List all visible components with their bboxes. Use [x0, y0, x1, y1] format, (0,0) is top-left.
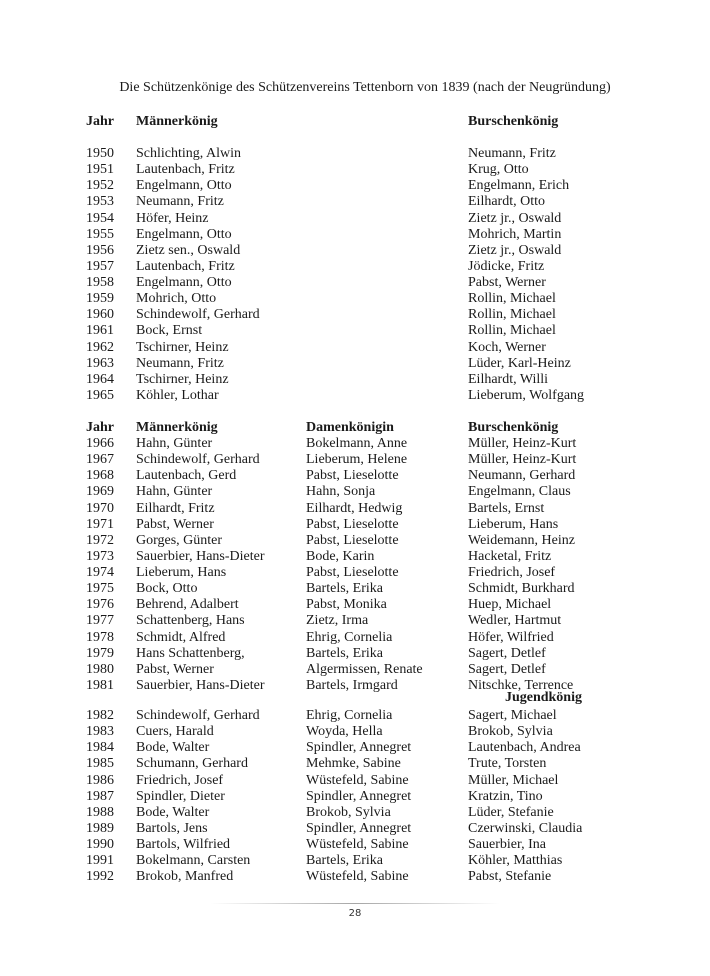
women-queen-cell: Pabst, Lieselotte — [306, 565, 399, 581]
men-king-cell: Lautenbach, Gerd — [136, 468, 237, 484]
year-cell: 1952 — [86, 178, 114, 194]
men-king-cell: Tschirner, Heinz — [136, 371, 229, 387]
men-king-cell: Lautenbach, Fritz — [136, 162, 235, 178]
table-row — [0, 533, 710, 549]
table-row — [0, 275, 710, 291]
boys-king-cell: Rollin, Michael — [468, 291, 556, 307]
women-queen-cell: Zietz, Irma — [306, 613, 369, 629]
men-king-cell: Bode, Walter — [136, 740, 210, 756]
year-cell: 1963 — [86, 355, 114, 371]
year-cell: 1986 — [86, 772, 114, 788]
year-cell: 1955 — [86, 226, 114, 242]
women-queen-cell: Lieberum, Helene — [306, 452, 408, 468]
boys-king-cell: Weidemann, Heinz — [468, 532, 575, 548]
year-cell: 1958 — [86, 275, 114, 291]
table-row — [0, 468, 710, 484]
men-king-cell: Bock, Ernst — [136, 323, 203, 339]
year-cell: 1971 — [86, 516, 114, 532]
year-cell: 1950 — [86, 146, 114, 161]
women-queen-cell: Bartels, Irmgard — [306, 677, 398, 693]
women-queen-cell: Spindler, Annegret — [306, 788, 412, 804]
boys-king-cell: Rollin, Michael — [468, 307, 556, 323]
table-row — [0, 388, 710, 404]
men-king-cell: Hahn, Günter — [136, 436, 213, 451]
men-king-cell: Bartols, Jens — [136, 820, 208, 836]
men-king-cell: Schumann, Gerhard — [136, 756, 248, 772]
year-cell: 1954 — [86, 210, 114, 226]
women-queen-cell: Eilhardt, Hedwig — [306, 500, 403, 516]
year-cell: 1970 — [86, 500, 114, 516]
table-row — [0, 227, 710, 243]
boys-king-cell: Zietz jr., Oswald — [468, 242, 562, 258]
women-queen-cell: Algermissen, Renate — [306, 661, 423, 677]
boys-king-cell: Pabst, Werner — [468, 275, 546, 291]
page-title: Die Schützenkönige des Schützenvereins Tettenborn von 1839 (nach der Neugründung) — [119, 80, 611, 95]
header-boys-king: Burschenkönig — [468, 114, 559, 129]
table-row — [0, 678, 710, 694]
table-row — [0, 805, 710, 821]
boys-king-cell: Müller, Heinz-Kurt — [468, 436, 577, 451]
year-cell: 1962 — [86, 339, 114, 355]
men-king-cell: Schindewolf, Gerhard — [136, 452, 260, 468]
header-boys-king: Burschenkönig — [468, 420, 559, 435]
footer-divider — [210, 903, 500, 904]
header-year: Jahr — [86, 114, 114, 129]
men-king-cell: Hans Schattenberg, — [136, 645, 245, 661]
year-cell: 1975 — [86, 581, 114, 597]
men-king-cell: Gorges, Günter — [136, 532, 223, 548]
boys-king-cell: Sauerbier, Ina — [468, 837, 546, 853]
boys-king-cell: Neumann, Fritz — [468, 146, 556, 161]
year-cell: 1980 — [86, 661, 114, 677]
men-king-cell: Tschirner, Heinz — [136, 339, 229, 355]
table-row — [0, 436, 710, 452]
table-row — [0, 259, 710, 275]
header-men-king: Männerkönig — [136, 420, 218, 435]
boys-king-cell: Zietz jr., Oswald — [468, 210, 562, 226]
men-king-cell: Mohrich, Otto — [136, 291, 217, 307]
men-king-cell: Zietz sen., Oswald — [136, 242, 241, 258]
year-cell: 1965 — [86, 387, 114, 403]
boys-king-cell: Huep, Michael — [468, 597, 552, 613]
women-queen-cell: Pabst, Lieselotte — [306, 532, 399, 548]
year-cell: 1964 — [86, 371, 114, 387]
year-cell: 1973 — [86, 548, 114, 564]
women-queen-cell: Woyda, Hella — [306, 724, 383, 740]
men-king-cell: Lieberum, Hans — [136, 565, 227, 581]
table-row — [0, 146, 710, 162]
boys-king-cell: Nitschke, Terrence — [468, 677, 574, 693]
header-youth-king: Jugendkönig — [504, 690, 582, 705]
boys-king-cell: Lüder, Karl-Heinz — [468, 355, 571, 371]
table-row — [0, 372, 710, 388]
table-row — [0, 756, 710, 772]
women-queen-cell: Pabst, Monika — [306, 597, 387, 613]
year-cell: 1977 — [86, 613, 114, 629]
men-king-cell: Köhler, Lothar — [136, 387, 219, 403]
year-cell: 1983 — [86, 724, 114, 740]
boys-king-cell: Sagert, Michael — [468, 708, 557, 723]
boys-king-cell: Sagert, Detlef — [468, 645, 546, 661]
year-cell: 1968 — [86, 468, 114, 484]
table-row — [0, 597, 710, 613]
table-row — [0, 307, 710, 323]
men-king-cell: Hahn, Günter — [136, 484, 213, 500]
year-cell: 1974 — [86, 565, 114, 581]
men-king-cell: Schindewolf, Gerhard — [136, 307, 260, 323]
women-queen-cell: Bartels, Erika — [306, 853, 383, 869]
men-king-cell: Höfer, Heinz — [136, 210, 209, 226]
year-cell: 1967 — [86, 452, 114, 468]
boys-king-cell: Hacketal, Fritz — [468, 548, 552, 564]
women-queen-cell: Brokob, Sylvia — [306, 804, 391, 820]
year-cell: 1959 — [86, 291, 114, 307]
boys-king-cell: Pabst, Stefanie — [468, 869, 552, 885]
year-cell: 1969 — [86, 484, 114, 500]
men-king-cell: Lautenbach, Fritz — [136, 258, 235, 274]
header-year: Jahr — [86, 420, 114, 435]
table-row — [0, 740, 710, 756]
section2-header-row — [0, 420, 710, 436]
table-row — [0, 821, 710, 837]
men-king-cell: Schlichting, Alwin — [136, 146, 241, 161]
table-row — [0, 162, 710, 178]
boys-king-cell: Köhler, Matthias — [468, 853, 563, 869]
women-queen-cell: Spindler, Annegret — [306, 740, 412, 756]
men-king-cell: Brokob, Manfred — [136, 869, 234, 885]
year-cell: 1972 — [86, 532, 114, 548]
women-queen-cell: Wüstefeld, Sabine — [306, 772, 409, 788]
men-king-cell: Schattenberg, Hans — [136, 613, 245, 629]
year-cell: 1951 — [86, 162, 114, 178]
women-queen-cell: Bokelmann, Anne — [306, 436, 408, 451]
boys-king-cell: Müller, Heinz-Kurt — [468, 452, 577, 468]
table-row — [0, 291, 710, 307]
year-cell: 1984 — [86, 740, 114, 756]
men-king-cell: Pabst, Werner — [136, 516, 214, 532]
table-row — [0, 724, 710, 740]
boys-king-cell: Brokob, Sylvia — [468, 724, 553, 740]
women-queen-cell: Spindler, Annegret — [306, 820, 412, 836]
men-king-cell: Bock, Otto — [136, 581, 198, 597]
women-queen-cell: Pabst, Lieselotte — [306, 516, 399, 532]
year-cell: 1978 — [86, 629, 114, 645]
table-row — [0, 613, 710, 629]
boys-king-cell: Höfer, Wilfried — [468, 629, 554, 645]
boys-king-cell: Bartels, Ernst — [468, 500, 545, 516]
year-cell: 1987 — [86, 788, 114, 804]
women-queen-cell: Pabst, Lieselotte — [306, 468, 399, 484]
boys-king-cell: Czerwinski, Claudia — [468, 820, 583, 836]
men-king-cell: Bokelmann, Carsten — [136, 853, 251, 869]
year-cell: 1966 — [86, 436, 114, 451]
table-row — [0, 708, 710, 724]
boys-king-cell: Müller, Michael — [468, 772, 559, 788]
boys-king-cell: Wedler, Hartmut — [468, 613, 562, 629]
boys-king-cell: Lautenbach, Andrea — [468, 740, 581, 756]
boys-king-cell: Neumann, Gerhard — [468, 468, 576, 484]
men-king-cell: Engelmann, Otto — [136, 178, 232, 194]
table-row — [0, 194, 710, 210]
table-row — [0, 662, 710, 678]
boys-king-cell: Friedrich, Josef — [468, 565, 556, 581]
women-queen-cell: Ehrig, Cornelia — [306, 708, 393, 723]
women-queen-cell: Hahn, Sonja — [306, 484, 376, 500]
year-cell: 1976 — [86, 597, 114, 613]
men-king-cell: Sauerbier, Hans-Dieter — [136, 677, 265, 693]
boys-king-cell: Engelmann, Claus — [468, 484, 571, 500]
men-king-cell: Schmidt, Alfred — [136, 629, 226, 645]
boys-king-cell: Trute, Torsten — [468, 756, 547, 772]
table-row — [0, 340, 710, 356]
men-king-cell: Cuers, Harald — [136, 724, 214, 740]
men-king-cell: Engelmann, Otto — [136, 275, 232, 291]
table-row — [0, 565, 710, 581]
men-king-cell: Bartols, Wilfried — [136, 837, 231, 853]
year-cell: 1992 — [86, 869, 114, 885]
men-king-cell: Schindewolf, Gerhard — [136, 708, 260, 723]
women-queen-cell: Bode, Karin — [306, 548, 375, 564]
boys-king-cell: Engelmann, Erich — [468, 178, 570, 194]
boys-king-cell: Mohrich, Martin — [468, 226, 562, 242]
year-cell: 1981 — [86, 677, 114, 693]
section1-header-row — [0, 114, 710, 130]
year-cell: 1957 — [86, 258, 114, 274]
table-row — [0, 243, 710, 259]
table-row — [0, 211, 710, 227]
year-cell: 1991 — [86, 853, 114, 869]
boys-king-cell: Koch, Werner — [468, 339, 546, 355]
table-row — [0, 837, 710, 853]
table-row — [0, 789, 710, 805]
table-row — [0, 178, 710, 194]
table-row — [0, 646, 710, 662]
men-king-cell: Engelmann, Otto — [136, 226, 232, 242]
boys-king-cell: Lieberum, Hans — [468, 516, 559, 532]
table-row — [0, 630, 710, 646]
men-king-cell: Neumann, Fritz — [136, 194, 224, 210]
year-cell: 1961 — [86, 323, 114, 339]
header-men-king: Männerkönig — [136, 114, 218, 129]
table-row — [0, 581, 710, 597]
men-king-cell: Sauerbier, Hans-Dieter — [136, 548, 265, 564]
table-row — [0, 356, 710, 372]
women-queen-cell: Wüstefeld, Sabine — [306, 869, 409, 885]
men-king-cell: Behrend, Adalbert — [136, 597, 239, 613]
table-row — [0, 549, 710, 565]
table-row — [0, 452, 710, 468]
boys-king-cell: Eilhardt, Willi — [468, 371, 549, 387]
women-queen-cell: Bartels, Erika — [306, 581, 383, 597]
women-queen-cell: Wüstefeld, Sabine — [306, 837, 409, 853]
table-row — [0, 853, 710, 869]
boys-king-cell: Krug, Otto — [468, 162, 529, 178]
boys-king-cell: Jödicke, Fritz — [468, 258, 545, 274]
year-cell: 1956 — [86, 242, 114, 258]
table-row — [0, 773, 710, 789]
year-cell: 1990 — [86, 837, 114, 853]
men-king-cell: Pabst, Werner — [136, 661, 214, 677]
year-cell: 1953 — [86, 194, 114, 210]
year-cell: 1989 — [86, 820, 114, 836]
women-queen-cell: Bartels, Erika — [306, 645, 383, 661]
boys-king-cell: Lüder, Stefanie — [468, 804, 554, 820]
boys-king-cell: Sagert, Detlef — [468, 661, 546, 677]
men-king-cell: Bode, Walter — [136, 804, 210, 820]
table-row — [0, 517, 710, 533]
year-cell: 1988 — [86, 804, 114, 820]
women-queen-cell: Mehmke, Sabine — [306, 756, 401, 772]
women-queen-cell: Ehrig, Cornelia — [306, 629, 393, 645]
table-row — [0, 323, 710, 339]
men-king-cell: Eilhardt, Fritz — [136, 500, 215, 516]
boys-king-cell: Lieberum, Wolfgang — [468, 387, 585, 403]
header-women-queen: Damenkönigin — [306, 420, 394, 435]
year-cell: 1960 — [86, 307, 114, 323]
boys-king-cell: Eilhardt, Otto — [468, 194, 545, 210]
page-number: 28 — [348, 908, 362, 919]
year-cell: 1979 — [86, 645, 114, 661]
boys-king-cell: Rollin, Michael — [468, 323, 556, 339]
table-row — [0, 869, 710, 885]
boys-king-cell: Kratzin, Tino — [468, 788, 543, 804]
men-king-cell: Spindler, Dieter — [136, 788, 225, 804]
men-king-cell: Friedrich, Josef — [136, 772, 224, 788]
table-row — [0, 501, 710, 517]
table-row — [0, 484, 710, 500]
men-king-cell: Neumann, Fritz — [136, 355, 224, 371]
year-cell: 1985 — [86, 756, 114, 772]
boys-king-cell: Schmidt, Burkhard — [468, 581, 575, 597]
year-cell: 1982 — [86, 708, 114, 723]
